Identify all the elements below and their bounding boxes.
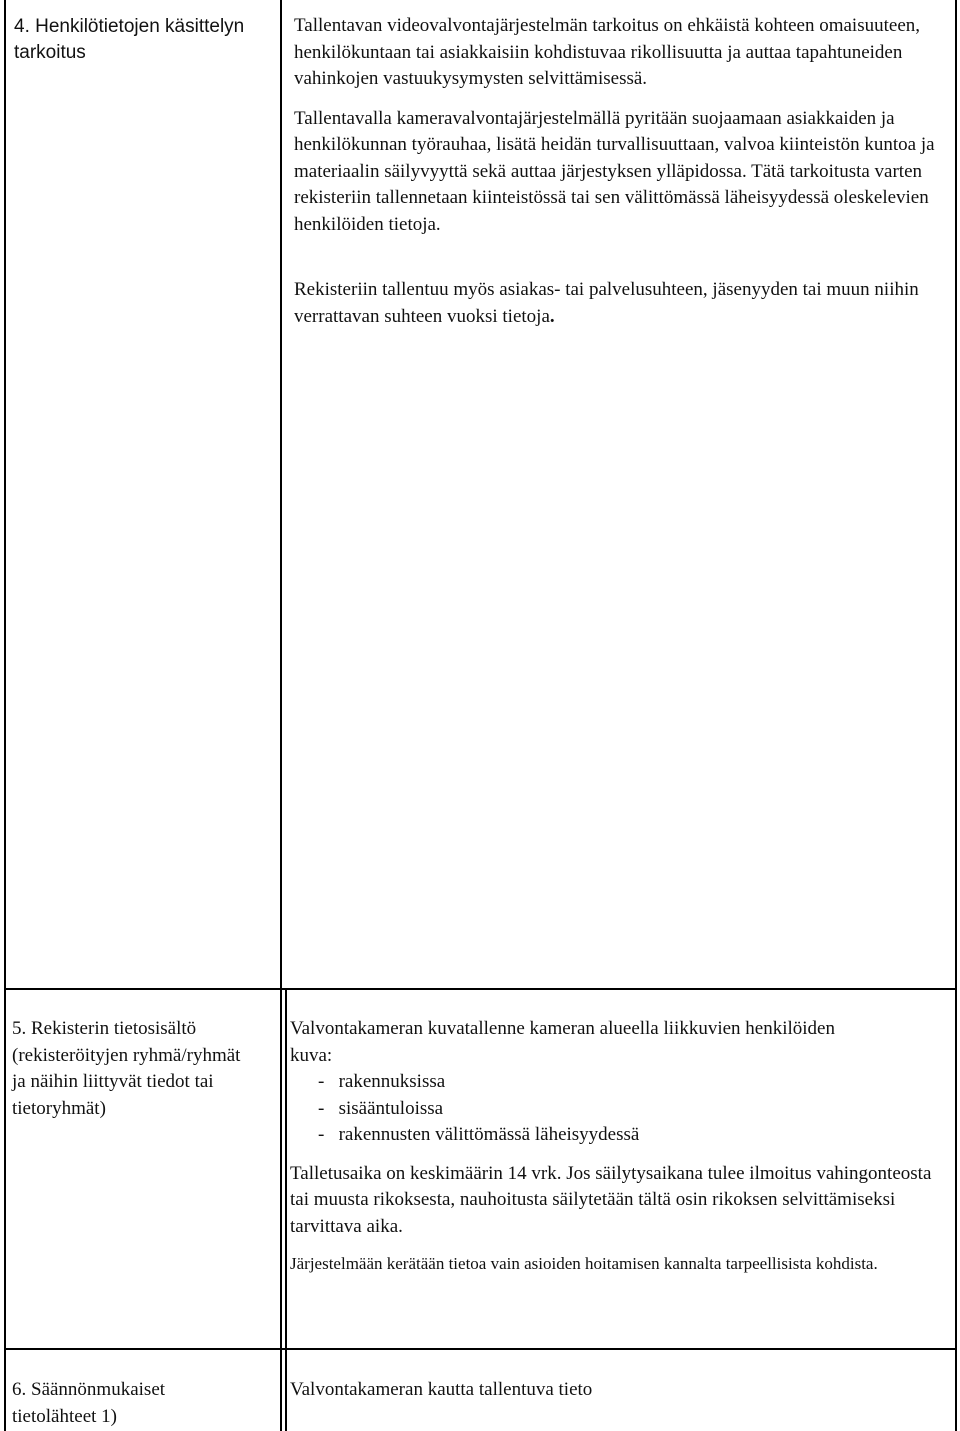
section5-intro-line2: kuva: — [290, 1044, 333, 1066]
section4-paragraph-3-end: . — [549, 305, 555, 327]
section5-intro-line1: Valvontakameran kuvatallenne kameran alueella liikkuvien henkilöiden — [290, 1018, 835, 1039]
section6-label-line2: tietolähteet 1) — [12, 1405, 117, 1427]
col-divider-row4 — [280, 0, 282, 990]
section5-label-line3: ja näihin liittyvät tiedot tai — [12, 1071, 214, 1092]
section6-content — [290, 1377, 945, 1404]
section4-paragraph-1: Tallentavan videovalvontajärjestelmän tarkoitus on ehkäistä kohteen omaisuuteen, henkilökuntaan tai asiakkaisiin kohdistuvaa rikollisuutta ja auttaa tapahtuneiden vahinkojen vastuukysymysten selvittämisessä. — [294, 15, 920, 89]
section5-label-line4: tietoryhmät) — [12, 1097, 106, 1119]
section5-label-line1: 5. Rekisterin tietosisältö — [12, 1018, 197, 1039]
section4-label — [14, 14, 276, 66]
section5-label — [12, 1016, 280, 1122]
col-divider-row5-left — [280, 988, 282, 1350]
col-divider-row6-left — [280, 1348, 282, 1431]
row-divider-4-5 — [4, 988, 957, 990]
section5-label-line2: (rekisteröityjen ryhmä/ryhmät — [12, 1044, 241, 1066]
section5-retention: Talletusaika on keskimäärin 14 vrk. Jos säilytysaikana tulee ilmoitus vahingonteosta tai muusta rikoksesta, nauhoitusta säilytetään tältä osin rikoksen selvittämiseksi tarvittava aika. — [290, 1162, 932, 1237]
section4-paragraph-3-text: Rekisteriin tallentuu myös asiakas- tai palvelusuhteen, jäsenyyden tai muun niihin verrattavan suhteen vuoksi tietoja — [294, 279, 919, 327]
section4-paragraph-2: Tallentavalla kameravalvontajärjestelmällä pyritään suojaamaan asiakkaiden ja henkilökunnan työrauhaa, lisätä heidän turvallisuuttaan, valvoa kiinteistön kuntoa ja materiaalin säilyvyyttä sekä auttaa järjestyksen ylläpidossa. Tätä tarkoitusta varten rekisteriin tallennetaan kiinteistössä tai sen välittömässä läheisyydessä oleskelevien henkilöiden tietoja. — [294, 107, 935, 235]
section6-content-text: Valvontakameran kautta tallentuva tieto — [290, 1379, 593, 1400]
list-item: - rakennuksissa — [318, 1071, 446, 1092]
section4-content — [294, 13, 946, 330]
list-item: - rakennusten välittömässä läheisyydessä — [318, 1124, 640, 1145]
list-item: - sisääntuloissa — [318, 1097, 444, 1119]
section6-label-line1: 6. Säännönmukaiset — [12, 1379, 166, 1400]
section4-label-line1: 4. Henkilötietojen käsittelyn — [14, 16, 245, 37]
section5-content — [290, 1016, 945, 1277]
section4-label-line2: tarkoitus — [14, 42, 86, 63]
section4-paragraph-3 — [294, 277, 946, 330]
col-divider-row6-right — [285, 1348, 287, 1431]
row-divider-5-6 — [4, 1348, 957, 1350]
section5-purpose: Järjestelmään kerätään tietoa vain asioiden hoitamisen kannalta tarpeellisista kohdista. — [290, 1254, 878, 1273]
col-divider-row5-right — [285, 988, 287, 1350]
table-left-border — [4, 0, 6, 1431]
table-right-border — [955, 0, 957, 1431]
section6-label — [12, 1377, 280, 1430]
